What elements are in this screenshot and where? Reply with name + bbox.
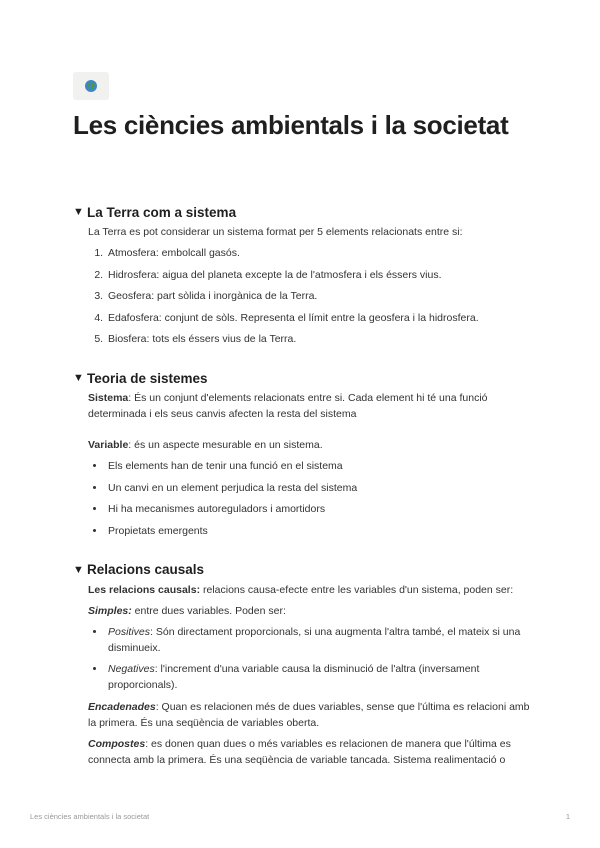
toggle-teoria-de-sistemes bbox=[73, 369, 533, 539]
toggle-body bbox=[73, 224, 533, 347]
paragraph-variable bbox=[88, 437, 533, 453]
term-compostes: Compostes bbox=[88, 737, 146, 750]
toggle-title: Teoria de sistemes bbox=[87, 370, 208, 386]
paragraph-simples bbox=[88, 603, 533, 619]
toggle-header[interactable] bbox=[73, 561, 533, 579]
list-item: • Un canvi en un element perjudica la resta del sistema bbox=[106, 480, 533, 496]
bulleted-list bbox=[88, 624, 533, 694]
definition: : És un conjunt d'elements relacionats entre si. Cada element hi té una funció determinada i els seus canvis afecten la resta del sistema bbox=[88, 392, 488, 420]
list-item: • Hi ha mecanismes autoreguladors i amortidors bbox=[106, 501, 533, 517]
term-relacions-causals: Les relacions causals: bbox=[88, 583, 201, 596]
footer-title: Les ciències ambientals i la societat bbox=[30, 812, 150, 821]
caret-down-icon[interactable]: ▼ bbox=[73, 563, 84, 576]
toggle-body bbox=[73, 390, 533, 539]
list-item: 2. Hidrosfera: aigua del planeta excepte la de l'atmosfera i els éssers vius. bbox=[106, 267, 533, 283]
term-simples: Simples: bbox=[88, 604, 132, 617]
list-item bbox=[106, 661, 533, 693]
page-content bbox=[73, 203, 533, 790]
caret-down-icon[interactable]: ▼ bbox=[73, 372, 84, 384]
globe-icon bbox=[84, 79, 98, 93]
term-sistema: Sistema bbox=[88, 392, 129, 404]
paragraph-relacions bbox=[88, 582, 533, 598]
list-item: 5. Biosfera: tots els éssers vius de la Terra. bbox=[106, 331, 533, 347]
toggle-header[interactable] bbox=[73, 369, 533, 387]
list-item: • Els elements han de tenir una funció en el sistema bbox=[106, 458, 533, 474]
list-item: 4. Edafosfera: conjunt de sòls. Representa el límit entre la geosfera i la hidrosfera. bbox=[106, 310, 533, 326]
page-number: 1 bbox=[565, 812, 570, 821]
paragraph-encadenades bbox=[88, 699, 533, 731]
paragraph: La Terra es pot considerar un sistema format per 5 elements relacionats entre si: bbox=[88, 226, 463, 238]
definition: relacions causa-efecte entre les variables d'un sistema, poden ser: bbox=[200, 583, 514, 596]
list-item bbox=[106, 624, 533, 656]
paragraph-compostes bbox=[88, 736, 533, 768]
list-item: • Propietats emergents bbox=[106, 523, 533, 539]
term-negatives: Negatives bbox=[108, 663, 155, 675]
toggle-title: La Terra com a sistema bbox=[87, 204, 237, 220]
page-footer bbox=[30, 812, 570, 821]
list-item: 1. Atmosfera: embolcall gasós. bbox=[106, 245, 533, 261]
definition: : Són directament proporcionals, si una augmenta l'altra també, el mateix si una disminueix. bbox=[108, 625, 521, 654]
page-icon bbox=[73, 72, 109, 100]
definition: : és un aspecte mesurable en un sistema. bbox=[128, 439, 323, 451]
definition: entre dues variables. Poden ser: bbox=[131, 604, 286, 617]
bulleted-list bbox=[88, 458, 533, 539]
term-variable: Variable bbox=[88, 439, 129, 451]
paragraph-sistema bbox=[88, 390, 533, 422]
list-item: 3. Geosfera: part sòlida i inorgànica de la Terra. bbox=[106, 288, 533, 304]
numbered-list bbox=[88, 245, 533, 347]
toggle-title: Relacions causals bbox=[87, 562, 205, 577]
toggle-body bbox=[73, 582, 533, 768]
caret-down-icon[interactable]: ▼ bbox=[73, 206, 84, 218]
definition: : es donen quan dues o més variables es relacionen de manera que l'última es connecta amb la primera. És una seqüència de variable tancada. Sistema realimentació o bbox=[88, 737, 511, 766]
definition: : l'increment d'una variable causa la disminució de l'altra (inversament proporcionals). bbox=[108, 663, 480, 691]
toggle-relacions-causals bbox=[73, 561, 533, 768]
page-title: Les ciències ambientals i la societat bbox=[73, 110, 509, 140]
definition: : Quan es relacionen més de dues variables, sense que l'última es relacioni amb la primera. És una seqüència de variables oberta. bbox=[88, 700, 530, 729]
term-positives: Positives bbox=[108, 625, 151, 638]
toggle-header[interactable] bbox=[73, 203, 533, 221]
term-encadenades: Encadenades bbox=[88, 700, 156, 713]
toggle-la-terra-com-a-sistema bbox=[73, 203, 533, 347]
